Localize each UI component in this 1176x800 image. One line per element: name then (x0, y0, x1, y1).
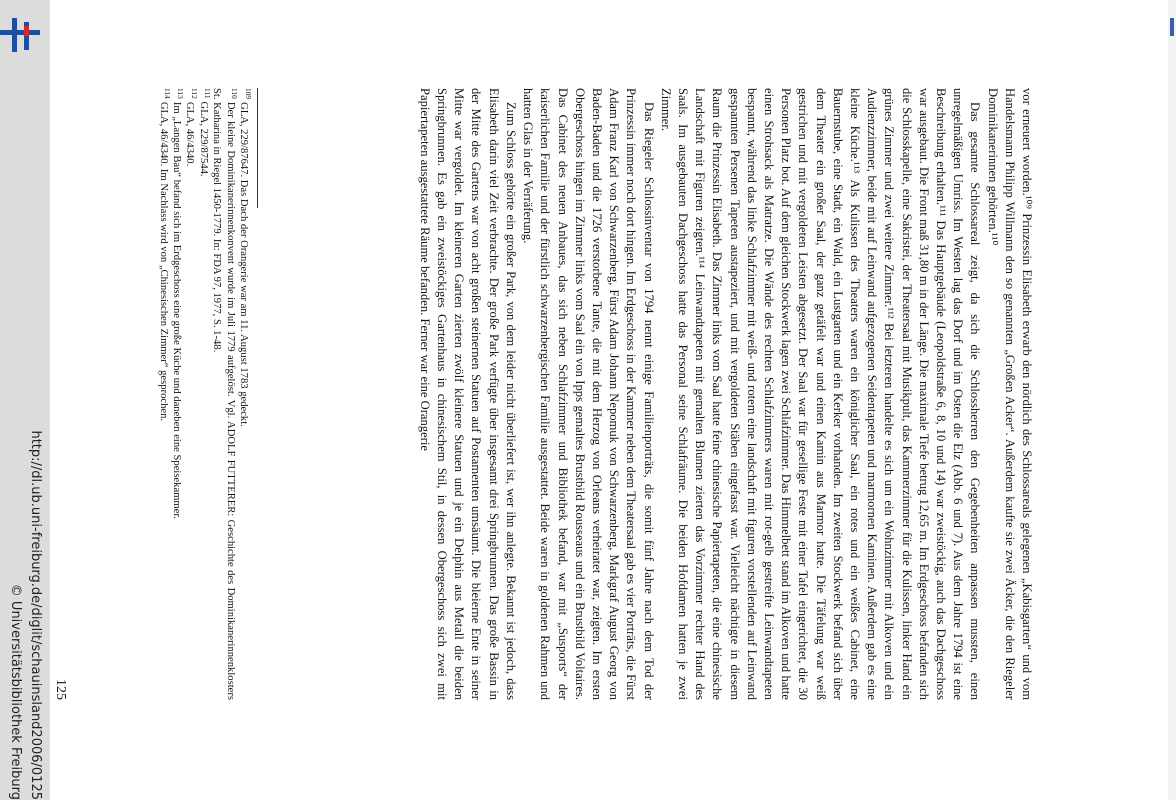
paragraph: vor erneuert worden.¹⁰⁹ Prinzessin Elisabeth erwarb den nördlich des Schlossareals gelegenen „Kabisgarten“ und vom Handelsmann Philipp Willmann den so genannten „Großen Acker“. Außerdem kaufte sie zwei Äcker, die den Riegeler Dominikanerinnen gehörten.¹¹⁰ (985, 88, 1034, 700)
footnote: $^{109}$GLA, 229/87647. Das Dach der Orangerie war am 11. August 1783 gedeckt. (238, 88, 253, 427)
footnote: $^{112}$GLA, 46/4340. (184, 88, 199, 167)
footnotes (156, 88, 253, 700)
paragraph: Das Riegeler Schlossinventar von 1794 nennt einige Familienporträts, die somit fünf Jahre nach dem Tod der Prinzessin immer noch dort hingen. Im Erdgeschoss in der Kammer neben dem Theatersaal gab es vier Porträts, die Fürst Adam Franz Karl von Schwarzenberg, Fürst Adam Johann Nepomuk von Schwarzenberg, Markgraf August Georg von Baden-Baden und die 1726 verstorbene Tante, die mit dem Herzog von Orleans verheiratet war, zeigten. Im ersten Obergeschoss hingen im Zimmer links vom Saal ein von Ipps gemaltes Brustbild Rousseaus und ein Brustbild Voltaires. Das Cabinet des neuen Anbaues, das sich neben Schlafzimmer und Bibliothek befand, war mit „Susports“ der kaiserlichen Familie und der fürstlich schwarzenbergischen Familie ausgestattet. Beide waren in goldenen Rahmen und hatten Glas in der Verräferung. (521, 88, 656, 700)
right-scroll-strip[interactable] (1168, 0, 1176, 800)
footnote: $^{111}$GLA, 229/87544. (197, 88, 213, 177)
scroll-marker (1170, 18, 1174, 36)
source-url-link[interactable]: http://dl.ub.uni-freiburg.de/diglit/schauinsland2006/0125 (28, 430, 43, 800)
footnote: $^{110}$Der kleine Dominikanerinnenkonvent wurde im Juli 1779 aufgelöst. Vgl. ADOLF FUTTERER: Geschichte des Dominikanerinnenklosters St. Katharina in Riegel 1450-1779. In: FDA 97, 1977, S. 1-48. (211, 88, 240, 700)
paragraph: Zum Schloss gehörte ein großer Park, von dem leider nicht überliefert ist, wer ihn anlegte. Bekannt ist jedoch, dass Elisabeth darin viel Zeit verbrachte. Der große Park verfügte über insgesamt drei Springbrunnen. Das große Bassin in der Mitte des Gartens war von acht großen steinernen Statuen auf Postamenten umsäumt. Die bleierne Ente in seiner Mitte war vergoldet. Im kleineren Garten zierten zwölf kleinere Statuen und je ein Delphin aus Metall die beiden Springbrunnen. Es gab ein zweistöckiges Gartenhaus in chinesischem Stil, in dessen Obergeschoss sich zwei mit Papiertapeten ausgestattete Räume befanden. Ferner war eine Orangerie (417, 88, 518, 700)
source-info (0, 0, 45, 800)
footnote-divider (257, 88, 258, 208)
footnote: $^{114}$GLA, 46/4340. Im Nachlass wird von „Chinesischen Zimmer“ gesprochen. (157, 88, 173, 422)
footnote: $^{113}$Im „Langen Bau“ befand sich im Erdgeschoss eine große Küche und daneben eine Speisekammer. (170, 88, 186, 519)
page-number: 125 (53, 679, 68, 700)
copyright-text: © Universitätsbibliothek Freiburg (8, 583, 23, 800)
body-text (416, 88, 1035, 700)
paragraph: Das gesamte Schlossareal zeigt, da sich die Schlossherren den Gegebenheiten anpassen mussten, einen unregelmäßigen Umriss. Im Westen lag das Dorf und im Osten die Elz (Abb. 6 und 7). Aus dem Jahre 1794 ist eine Beschreibung erhalten.¹¹¹ Das Hauptgebäude (Leopoldstraße 6, 8, 10 und 14) war zweistöckig, auch das Dachgeschoss war ausgebaut. Die Front maß 31,80 m in der Länge. Die maximale Tiefe betrug 12,65 m. Im Erdgeschoss befanden sich die Schlosskapelle, eine Sakristei, der Theatersaal mit Musikpult, das Kammerzimmer für die Kulissen, linker Hand ein grünes Zimmer und zwei weitere Zimmer.¹¹² Bei letzteren handelte es sich um ein Wohnzimmer mit Alkoven und ein Audienzzimmer, beide mit auf Leinwand aufgezogenen Seidentapeten und marmornen Kaminen. Außerdem gab es eine kleine Küche.¹¹³ Als Kulissen des Theaters waren ein königlicher Saal, ein rotes und ein weißes Cabinet, eine Bauernstube, eine Stadt, ein Wald, ein Lustgarten und ein Kerker vorhanden. Im zweiten Stockwerk befand sich über dem Theater ein großer Saal, der ganz getäfelt war und einen Kamin aus Marmor hatte. Die Täfelung war weiß gestrichen und mit vergoldeten Leisten abgesetzt. Der Saal war für gesellige Feste mit einer Tafel eingerichtet, die 30 Personen Platz bot. Auf dem gleichen Stockwerk lagen zwei Schlafzimmer. Das Himmelbett stand im Alkoven und hatte einen Strohsack als Matratze. Die Wände des rechten Schlafzimmers waren mit rot-gelb gestreifte Leinwandtapeten bespannt, während das linke Schlafzimmer mit weiß- und rotem eine landschaft mit figuren vorstellenden auf Leinwand gespannten Persenen Tapeten austapeziert, und mit vergoldeten Stäben eingefasst war. Vielleicht nächtigte in diesem Raum die Prinzessin Elisabeth. Das Zimmer links vom Saal hatte feine chinesische Papiertapeten, die eine chinesische Landschaft mit Figuren zeigten.¹¹⁴ Leinwandtapeten mit gemalten Blumen zierten das Vorzimmer rechter Hand des Saals. Im ausgebauten Dachgeschoss hatte das Personal seine Schlafräume. Die beiden Hofdamen hatten je zwei Zimmer. (658, 88, 983, 700)
